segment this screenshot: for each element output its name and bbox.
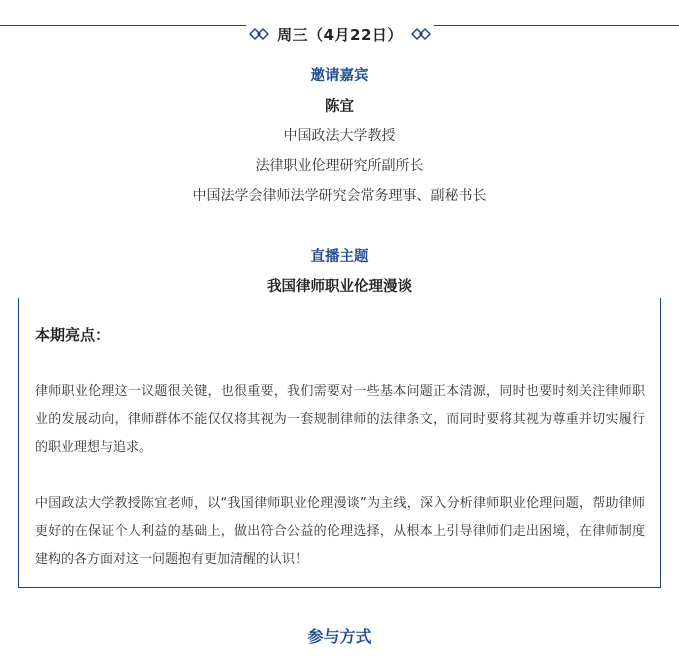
highlights-paragraph-1: 律师职业伦理这一议题很关键，也很重要，我们需要对一些基本问题正本清源，同时也要时刻关注律师职业的发展动向，律师群体不能仅仅将其视为一套规制律师的法律条文，而同时要将其视为尊重并切实履行的职业理想与追求。: [35, 384, 645, 455]
double-diamond-icon: [249, 28, 271, 40]
date-title: 周三（4月22日）: [277, 25, 403, 44]
guest-title-3: 中国法学会律师法学研究会常务理事、副秘书长: [192, 188, 487, 204]
header-rule-right: [434, 25, 679, 26]
date-header: [246, 20, 434, 48]
guest-heading: 邀请嘉宾: [310, 68, 369, 84]
double-diamond-icon: [409, 28, 431, 40]
topic-title: 我国律师职业伦理漫谈: [267, 279, 412, 295]
guest-name: 陈宜: [325, 99, 354, 115]
header-rule-left: [0, 25, 246, 26]
guest-title-2: 法律职业伦理研究所副所长: [255, 158, 424, 174]
highlights-box: [18, 298, 661, 588]
highlights-title: 本期亮点：: [35, 326, 111, 344]
topic-heading: 直播主题: [310, 249, 369, 265]
participation-heading: 参与方式: [307, 627, 372, 646]
highlights-paragraph-2: 中国政法大学教授陈宜老师，以“我国律师职业伦理漫谈”为主线，深入分析律师职业伦理问题，帮助律师更好的在保证个人利益的基础上，做出符合公益的伦理选择，从根本上引导律师们走出困境，在律师制度建构的各方面对这一问题抱有更加清醒的认识！: [35, 496, 645, 567]
guest-title-1: 中国政法大学教授: [283, 128, 396, 144]
